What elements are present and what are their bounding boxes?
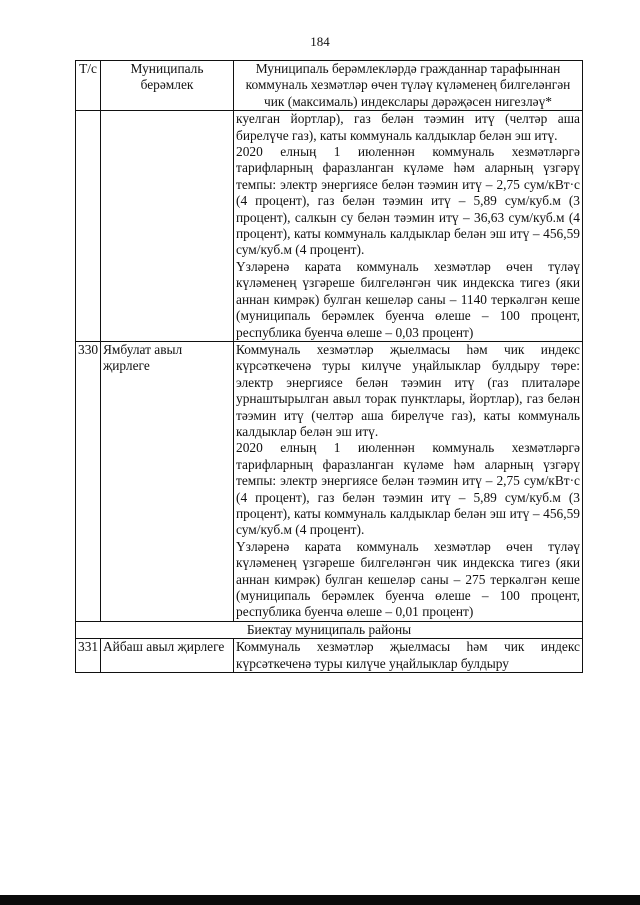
description-paragraph: Коммуналь хезмәтләр җыелмасы һәм чик индекс күрсәткеченә туры килүче уңайлыклар булдыру xyxy=(236,639,580,671)
row-municipality: Айбаш авыл җирлеге xyxy=(101,639,234,673)
tariff-table xyxy=(75,60,583,673)
description-paragraph: 2020 елның 1 июленнән коммуналь хезмәтләргә тарифларның фаразланган күләме һәм аларның үзгәрү темпы: электр энергиясе белән тәэмин итү – 2,75 сум/кВт·с (4 процент), газ белән тәэмин итү – 5,89 сум/куб.м (3 процент), каты коммуналь калдыклар белән эш итү – 456,59 сум/куб.м (4 процент). xyxy=(236,440,580,538)
row-municipality xyxy=(101,111,234,342)
row-description xyxy=(234,341,583,621)
row-description xyxy=(234,639,583,673)
row-number: 330 xyxy=(76,341,101,621)
description-paragraph: 2020 елның 1 июленнән коммуналь хезмәтләргә тарифларның фаразланган күләме һәм аларның үзгәрү темпы: электр энергиясе белән тәэмин итү – 2,75 сум/кВт·с (4 процент), газ белән тәэмин итү – 5,89 сум/куб.м (3 процент), салкын су белән тәэмин итү – 36,63 сум/куб.м (4 процент), каты коммуналь калдыклар белән эш итү – 456,59 сум/куб.м (4 процент). xyxy=(236,144,580,258)
row-number xyxy=(76,111,101,342)
table-row xyxy=(76,639,583,673)
row-municipality: Ямбулат авыл җирлеге xyxy=(101,341,234,621)
row-description xyxy=(234,111,583,342)
description-paragraph: куелган йортлар), газ белән тәэмин итү (челтәр аша бирелүче газ), каты коммуналь калдыклар белән эш итү. xyxy=(236,111,580,143)
description-paragraph: Үзләренә карата коммуналь хезмәтләр өчен түләү күләменең үзгәреше билгеләнгән чик индекска тигез (яки аннан кимрәк) булган кешеләр саны – 1140 теркәлгән кеше (муниципаль берәмлек буенча өлеше – 100 процент, республика буенча өлеше – 0,03 процент) xyxy=(236,258,580,340)
district-name: Биектау муниципаль районы xyxy=(76,621,583,638)
description-paragraph: Үзләренә карата коммуналь хезмәтләр өчен түләү күләменең үзгәреше билгеләнгән чик индекска тигез (яки аннан кимрәк) булган кешеләр саны – 275 теркәлгән кеше (муниципаль берәмлек буенча өлеше – 100 процент, республика буенча өлеше – 0,01 процент) xyxy=(236,538,580,620)
district-row xyxy=(76,621,583,638)
table-row xyxy=(76,341,583,621)
header-municipality: Муниципаль берәмлек xyxy=(101,61,234,111)
header-number: Т/с xyxy=(76,61,101,111)
table-row xyxy=(76,111,583,342)
header-description: Муниципаль берәмлекләрдә гражданнар тарафыннан коммуналь хезмәтләр өчен түләү күләменең билгеләнгән чик (максималь) индекслары дәрәҗәсен нигезләү* xyxy=(234,61,583,111)
row-number: 331 xyxy=(76,639,101,673)
table-header-row xyxy=(76,61,583,111)
scan-bottom-edge xyxy=(0,895,640,905)
page-number: 184 xyxy=(310,34,330,49)
description-paragraph: Коммуналь хезмәтләр җыелмасы һәм чик индекс күрсәткеченә туры килүче уңайлыклар булдыру төре: электр энергиясе белән тәэмин итү (газ плиталәре урнаштырылган авыл торак пунктлары, йортлар), газ белән тәэмин итү (челтәр аша бирелүче газ), каты коммуналь калдыклар белән эш итү. xyxy=(236,341,580,439)
